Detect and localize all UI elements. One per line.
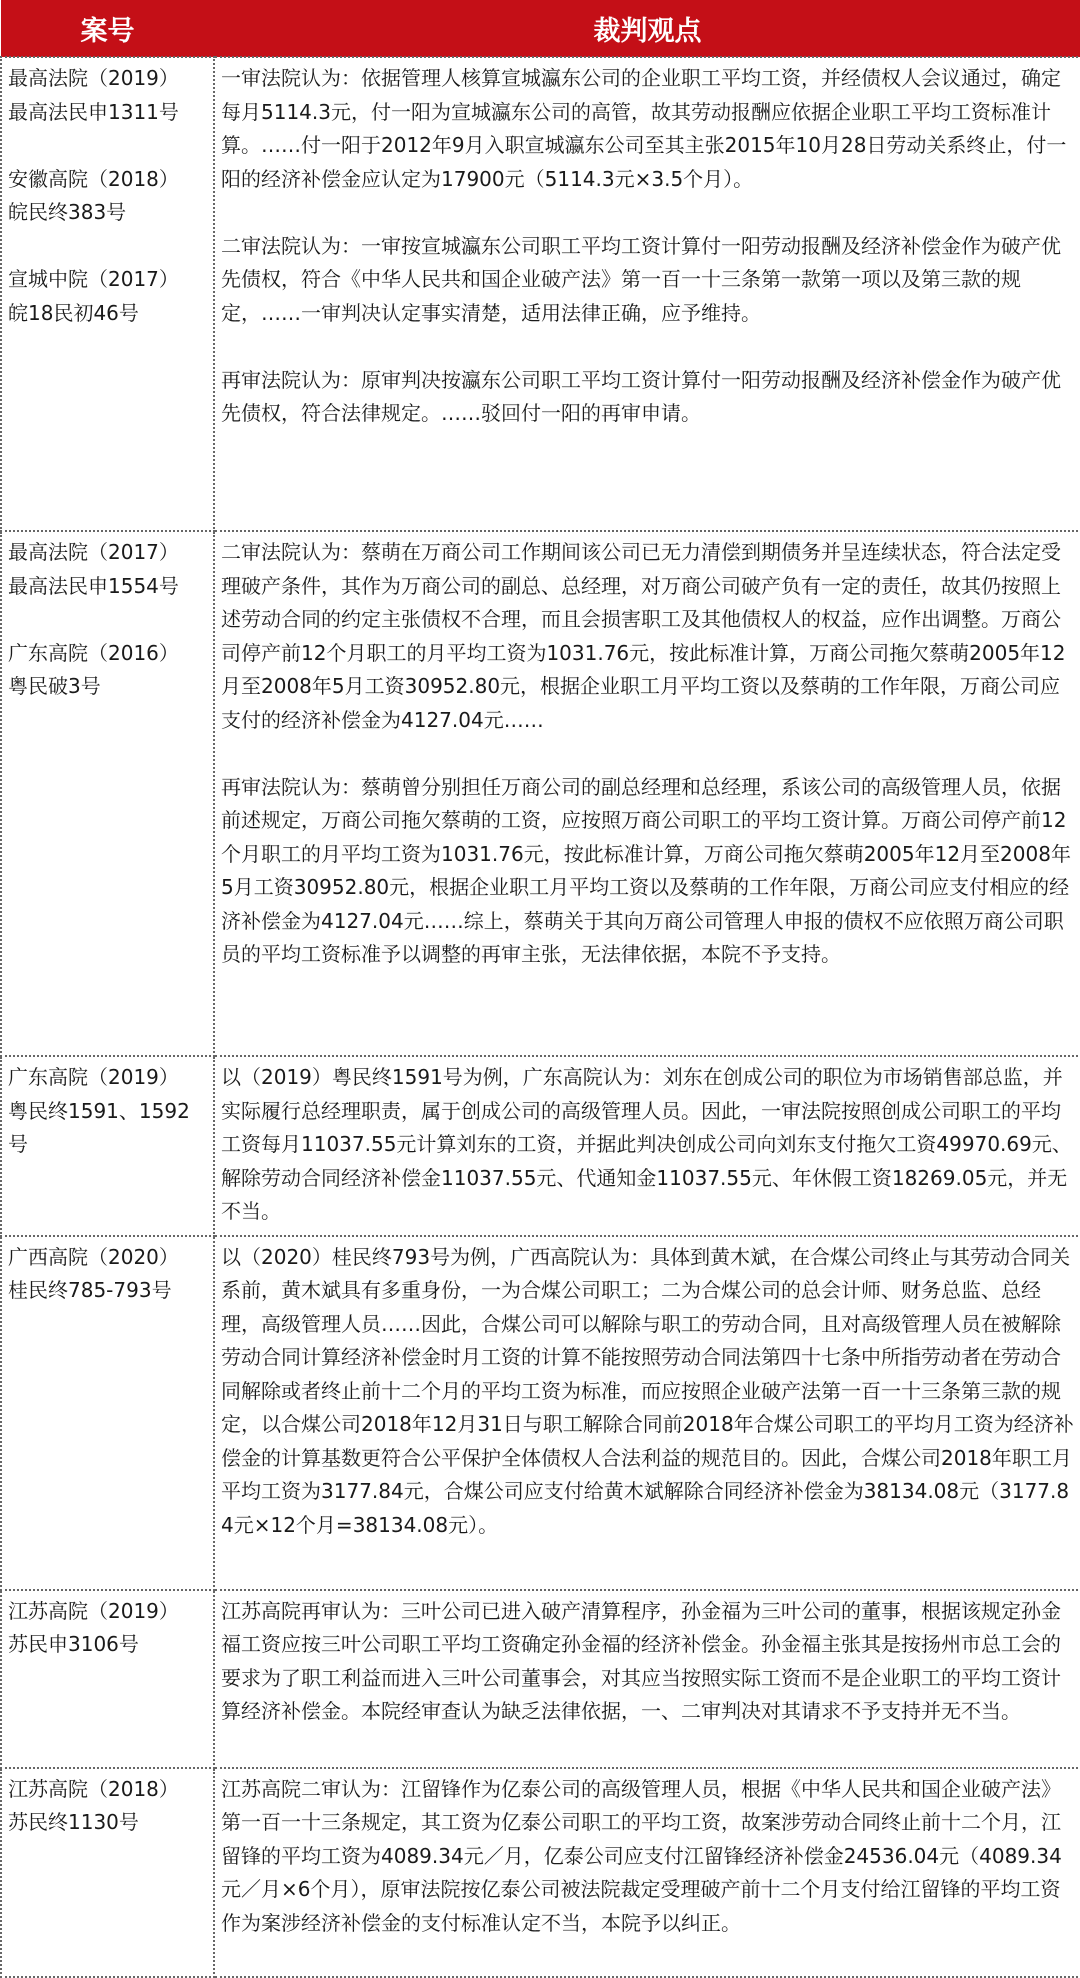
case-number-cell	[1, 1590, 214, 1768]
view-paragraph: 一审法院认为：依据管理人核算宣城瀛东公司的企业职工平均工资，并经债权人会议通过，确定每月5114.3元，付一阳为宣城瀛东公司的高管，故其劳动报酬应依据企业职工平均工资标准计算。……付一阳于2012年9月入职宣城瀛东公司至其主张2015年10月28日劳动关系终止，付一阳的经济补偿金应认定为17900元（5114.3元×3.5个月）。	[221, 66, 1067, 191]
case-entry: 最高法院（2019） 最高法民申1311号	[8, 66, 179, 124]
case-entry: 广西高院（2020） 桂民终785-793号	[8, 1244, 179, 1302]
header-judicial-view: 裁判观点	[214, 1, 1080, 58]
view-paragraph: 以（2020）桂民终793号为例，广西高院认为：具体到黄木斌，在合煤公司终止与其劳动合同关系前，黄木斌具有多重身份，一为合煤公司职工；二为合煤公司的总会计师、财务总监、总经理，高级管理人员……因此，合煤公司可以解除与职工的劳动合同，且对高级管理人员在被解除劳动合同计算经济补偿金时月工资的计算不能按照劳动合同法第四十七条中所指劳动者在劳动合同解除或者终止前十二个月的平均工资为标准，而应按照企业破产法第一百一十三条第三款的规定，以合煤公司2018年12月31日与职工解除合同前2018年合煤公司职工的平均月工资为经济补偿金的计算基数更符合公平保护全体债权人合法利益的规范目的。因此，合煤公司2018年职工月平均工资为3177.84元，合煤公司应支付给黄木斌解除合同经济补偿金为38134.08元（3177.84元×12个月=38134.08元）。	[221, 1244, 1074, 1537]
case-number-cell	[1, 531, 214, 1056]
view-paragraph: 江苏高院再审认为：三叶公司已进入破产清算程序，孙金福为三叶公司的董事，根据该规定孙金福工资应按三叶公司职工平均工资确定孙金福的经济补偿金。孙金福主张其是按扬州市总工会的要求为了职工利益而进入三叶公司董事会，对其应当按照实际工资而不是企业职工的平均工资计算经济补偿金。本院经审查认为缺乏法律依据，一、二审判决对其请求不予支持并无不当。	[221, 1598, 1061, 1723]
judicial-view-cell	[214, 1056, 1080, 1236]
judicial-view-cell	[214, 1768, 1080, 1978]
case-number-cell	[1, 1056, 214, 1236]
view-paragraph: 再审法院认为：原审判决按瀛东公司职工平均工资计算付一阳劳动报酬及经济补偿金作为破产优先债权，符合法律规定。……驳回付一阳的再审申请。	[221, 367, 1061, 425]
table-body	[1, 57, 1080, 1977]
case-number-cell	[1, 1768, 214, 1978]
case-entry: 宣城中院（2017） 皖18民初46号	[8, 267, 179, 325]
case-entry: 广东高院（2016） 粤民破3号	[8, 640, 179, 698]
case-entry: 最高法院（2017） 最高法民申1554号	[8, 540, 179, 598]
header-row	[1, 1, 1080, 58]
view-paragraph: 二审法院认为：一审按宣城瀛东公司职工平均工资计算付一阳劳动报酬及经济补偿金作为破产优先债权，符合《中华人民共和国企业破产法》第一百一十三条第一款第一项以及第三款的规定，……一审判决认定事实清楚，适用法律正确，应予维持。	[221, 233, 1061, 325]
case-number-cell	[1, 1236, 214, 1590]
judicial-view-cell	[214, 1590, 1080, 1768]
judicial-view-cell	[214, 1236, 1080, 1590]
header-case-number: 案号	[1, 1, 214, 58]
table-header	[1, 1, 1080, 58]
table-row	[1, 1590, 1080, 1768]
view-paragraph: 以（2019）粤民终1591号为例，广东高院认为：刘东在创成公司的职位为市场销售部总监，并实际履行总经理职责，属于创成公司的高级管理人员。因此，一审法院按照创成公司职工的平均工资每月11037.55元计算刘东的工资，并据此判决创成公司向刘东支付拖欠工资49970.69元、解除劳动合同经济补偿金11037.55元、代通知金11037.55元、年休假工资18269.05元，并无不当。	[221, 1065, 1072, 1223]
case-number-cell	[1, 57, 214, 531]
case-entry: 安徽高院（2018） 皖民终383号	[8, 166, 179, 224]
table-row	[1, 1056, 1080, 1236]
view-paragraph: 再审法院认为：蔡萌曾分别担任万商公司的副总经理和总经理，系该公司的高级管理人员，依据前述规定，万商公司拖欠蔡萌的工资，应按照万商公司职工的平均工资计算。万商公司停产前12个月职工的月平均工资为1031.76元，按此标准计算，万商公司拖欠蔡萌2005年12月至2008年5月工资30952.80元，根据企业职工月平均工资以及蔡萌的工作年限，万商公司应支付相应的经济补偿金为4127.04元……综上，蔡萌关于其向万商公司管理人申报的债权不应依照万商公司职员的平均工资标准予以调整的再审主张，无法律依据，本院不予支持。	[221, 774, 1071, 966]
table-row	[1, 1236, 1080, 1590]
table-row	[1, 1768, 1080, 1978]
case-entry: 广东高院（2019） 粤民终1591、1592号	[8, 1065, 190, 1156]
judicial-view-cell	[214, 531, 1080, 1056]
table-row	[1, 57, 1080, 531]
case-entry: 江苏高院（2019） 苏民申3106号	[8, 1598, 179, 1656]
view-paragraph: 江苏高院二审认为：江留锋作为亿泰公司的高级管理人员，根据《中华人民共和国企业破产法》第一百一十三条规定，其工资为亿泰公司职工的平均工资，故案涉劳动合同终止前十二个月，江留锋的平均工资为4089.34元／月，亿泰公司应支付江留锋经济补偿金24536.04元（4089.34元／月×6个月），原审法院按亿泰公司被法院裁定受理破产前十二个月支付给江留锋的平均工资作为案涉经济补偿金的支付标准认定不当，本院予以纠正。	[221, 1776, 1062, 1935]
view-paragraph: 二审法院认为：蔡萌在万商公司工作期间该公司已无力清偿到期债务并呈连续状态，符合法定受理破产条件，其作为万商公司的副总、总经理，对万商公司破产负有一定的责任，故其仍按照上述劳动合同的约定主张债权不合理，而且会损害职工及其他债权人的权益，应作出调整。万商公司停产前12个月职工的月平均工资为1031.76元，按此标准计算，万商公司拖欠蔡萌2005年12月至2008年5月工资30952.80元，根据企业职工月平均工资以及蔡萌的工作年限，万商公司应支付的经济补偿金为4127.04元……	[221, 540, 1066, 732]
judicial-view-cell	[214, 57, 1080, 531]
table-row	[1, 531, 1080, 1056]
case-entry: 江苏高院（2018） 苏民终1130号	[8, 1776, 179, 1834]
